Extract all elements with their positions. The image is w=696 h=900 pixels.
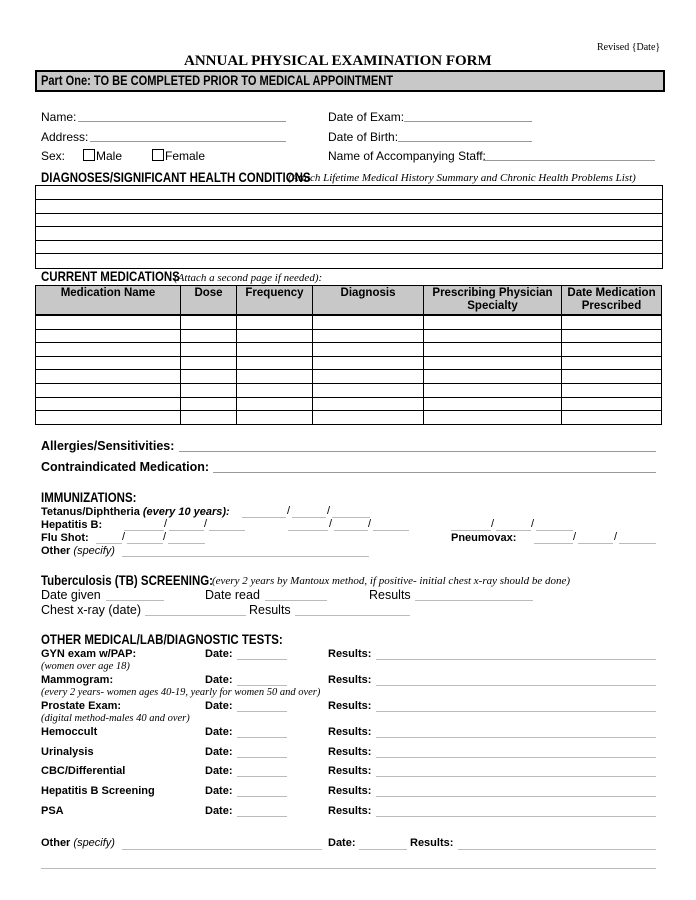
hepb-dose3-year[interactable] (536, 530, 573, 531)
table-row (36, 329, 662, 343)
immunizations-heading: IMMUNIZATIONS: (41, 489, 137, 505)
flu-shot-label: Flu Shot: (41, 532, 89, 544)
test-note: (women over age 18) (41, 661, 130, 672)
diagnoses-line (36, 199, 662, 200)
accompanying-staff-field[interactable] (483, 160, 655, 161)
table-cell[interactable] (181, 329, 237, 343)
test-results-field[interactable] (376, 757, 656, 758)
table-cell[interactable] (313, 383, 424, 397)
table-cell[interactable] (424, 383, 562, 397)
slash: / (368, 518, 372, 530)
test-name: Prostate Exam: (41, 700, 122, 712)
table-cell[interactable] (36, 383, 181, 397)
table-cell[interactable] (237, 343, 313, 357)
test-note: (every 2 years- women ages 40-19, yearly for women 50 and over) (41, 687, 321, 698)
contraindicated-label: Contraindicated Medication: (41, 460, 210, 474)
male-option[interactable] (83, 149, 122, 163)
slash: / (327, 505, 331, 517)
date-of-birth-field[interactable] (398, 141, 532, 142)
test-other-date-label: Date: (328, 837, 356, 849)
table-cell[interactable] (313, 370, 424, 384)
form-title: ANNUAL PHYSICAL EXAMINATION FORM (184, 53, 492, 69)
tb-results-field[interactable] (415, 600, 533, 601)
table-cell[interactable] (313, 397, 424, 411)
male-label: Male (96, 149, 123, 163)
table-row (36, 370, 662, 384)
column-header: Dose (181, 286, 237, 316)
date-given-field[interactable] (106, 600, 164, 601)
table-cell[interactable] (36, 411, 181, 425)
table-cell[interactable] (181, 370, 237, 384)
part-one-banner (35, 70, 665, 92)
diagnoses-note: (Attach Lifetime Medical History Summary and Chronic Health Problems List) (288, 172, 636, 184)
table-cell[interactable] (562, 315, 662, 329)
chest-xray-field[interactable] (145, 615, 246, 616)
slash: / (287, 505, 291, 517)
table-cell[interactable] (36, 397, 181, 411)
hepb-dose2-day[interactable] (334, 530, 368, 531)
hepb-dose3-month[interactable] (451, 530, 491, 531)
table-cell[interactable] (424, 356, 562, 370)
date-read-field[interactable] (265, 600, 327, 601)
table-cell[interactable] (424, 315, 562, 329)
test-name: GYN exam w/PAP: (41, 648, 137, 660)
table-cell[interactable] (562, 383, 662, 397)
table-cell[interactable] (36, 315, 181, 329)
table-cell[interactable] (181, 343, 237, 357)
table-row (36, 315, 662, 329)
name-label: Name: (41, 110, 77, 124)
tb-results-label: Results (369, 588, 411, 602)
test-results-label: Results: (328, 746, 372, 758)
immunization-other-label (41, 545, 115, 557)
table-cell[interactable] (313, 411, 424, 425)
tb-heading: Tuberculosis (TB) SCREENING: (41, 572, 214, 588)
table-row (36, 383, 662, 397)
date-read-label: Date read (205, 588, 260, 602)
table-cell[interactable] (36, 356, 181, 370)
diagnoses-line (36, 253, 662, 254)
table-cell[interactable] (181, 411, 237, 425)
column-header: Diagnosis (313, 286, 424, 316)
chest-xray-label: Chest x-ray (date) (41, 603, 142, 617)
tetanus-date-day[interactable] (292, 517, 326, 518)
test-date-field[interactable] (237, 711, 287, 712)
test-date-label: Date: (205, 805, 233, 817)
table-cell[interactable] (237, 397, 313, 411)
hepb-dose1-year[interactable] (209, 530, 245, 531)
test-results-label: Results: (328, 648, 372, 660)
diagnoses-line (36, 226, 662, 227)
table-cell[interactable] (313, 356, 424, 370)
test-results-field[interactable] (376, 659, 656, 660)
table-cell[interactable] (424, 397, 562, 411)
other-word: Other (41, 837, 71, 849)
tests-heading: OTHER MEDICAL/LAB/DIAGNOSTIC TESTS: (41, 631, 283, 647)
hepatitis-b-label: Hepatitis B: (41, 519, 103, 531)
hepb-dose2-month[interactable] (288, 530, 328, 531)
part-one-label: Part One: TO BE COMPLETED PRIOR TO MEDICAL APPOINTMENT (41, 73, 394, 88)
tetanus-note: (every 10 years): (142, 506, 230, 518)
table-cell[interactable] (237, 329, 313, 343)
test-name: CBC/Differential (41, 765, 126, 777)
test-date-field[interactable] (237, 757, 287, 758)
column-header: Frequency (237, 286, 313, 316)
test-date-field[interactable] (237, 685, 287, 686)
table-cell[interactable] (237, 411, 313, 425)
test-results-label: Results: (328, 805, 372, 817)
test-date-label: Date: (205, 700, 233, 712)
test-other-field[interactable] (122, 849, 322, 850)
table-cell[interactable] (36, 329, 181, 343)
table-cell[interactable] (313, 343, 424, 357)
test-results-label: Results: (328, 700, 372, 712)
table-cell[interactable] (181, 356, 237, 370)
column-header: Date Medication Prescribed (562, 286, 662, 316)
table-row (36, 356, 662, 370)
table-cell[interactable] (313, 315, 424, 329)
name-field[interactable] (78, 121, 286, 122)
tetanus-name: Tetanus/Diphtheria (41, 506, 140, 518)
test-results-label: Results: (328, 674, 372, 686)
table-cell[interactable] (562, 397, 662, 411)
table-row (36, 411, 662, 425)
slash: / (204, 518, 208, 530)
diagnoses-line (36, 213, 662, 214)
address-field[interactable] (90, 141, 286, 142)
test-date-field[interactable] (237, 816, 287, 817)
tetanus-label (41, 506, 230, 518)
medications-note: (Attach a second page if needed): (174, 272, 323, 284)
table-cell[interactable] (181, 383, 237, 397)
table-cell[interactable] (424, 411, 562, 425)
slash: / (122, 531, 126, 543)
slash: / (573, 531, 577, 543)
test-results-field[interactable] (376, 816, 656, 817)
test-results-label: Results: (328, 765, 372, 777)
diagnoses-box[interactable] (35, 185, 663, 269)
test-results-label: Results: (328, 785, 372, 797)
pneumovax-day[interactable] (578, 543, 613, 544)
other-note: (specify) (73, 545, 115, 557)
tetanus-date-month[interactable] (242, 517, 286, 518)
table-cell[interactable] (237, 383, 313, 397)
table-cell[interactable] (237, 315, 313, 329)
pneumovax-month[interactable] (534, 543, 573, 544)
test-date-label: Date: (205, 674, 233, 686)
date-given-label: Date given (41, 588, 101, 602)
hepb-dose2-year[interactable] (373, 530, 409, 531)
test-other-extra-line[interactable] (41, 868, 656, 869)
revised-note: Revised {Date} (597, 42, 661, 53)
table-cell[interactable] (562, 370, 662, 384)
medications-table (35, 285, 662, 425)
diagnoses-line (36, 240, 662, 241)
slash: / (491, 518, 495, 530)
test-name: PSA (41, 805, 64, 817)
test-other-date-field[interactable] (359, 849, 407, 850)
pneumovax-year[interactable] (619, 543, 656, 544)
slash: / (163, 531, 167, 543)
flu-month[interactable] (96, 543, 122, 544)
flu-day[interactable] (127, 543, 163, 544)
test-name: Mammogram: (41, 674, 114, 686)
tetanus-date-year[interactable] (332, 517, 370, 518)
test-results-label: Results: (328, 726, 372, 738)
address-label: Address: (41, 130, 89, 144)
slash: / (164, 518, 168, 530)
hepb-dose1-month[interactable] (124, 530, 164, 531)
sex-label: Sex: (41, 149, 66, 163)
other-note: (specify) (73, 837, 115, 849)
date-of-birth-label: Date of Birth: (328, 130, 399, 144)
date-of-exam-field[interactable] (404, 121, 532, 122)
test-results-field[interactable] (376, 776, 656, 777)
flu-year[interactable] (168, 543, 205, 544)
chest-xray-results-field[interactable] (295, 615, 410, 616)
medications-heading: CURRENT MEDICATIONS (41, 268, 180, 284)
table-cell[interactable] (424, 370, 562, 384)
table-cell[interactable] (424, 329, 562, 343)
contraindicated-field[interactable] (213, 472, 656, 473)
allergies-label: Allergies/Sensitivities: (41, 439, 175, 453)
slash: / (329, 518, 333, 530)
slash: / (531, 518, 535, 530)
test-other-results-field[interactable] (458, 849, 656, 850)
test-date-label: Date: (205, 765, 233, 777)
table-cell[interactable] (181, 315, 237, 329)
test-date-label: Date: (205, 746, 233, 758)
allergies-field[interactable] (179, 451, 656, 452)
pneumovax-label: Pneumovax: (451, 532, 517, 544)
female-checkbox[interactable] (152, 149, 164, 161)
female-label: Female (165, 149, 206, 163)
column-header: Medication Name (36, 286, 181, 316)
test-date-field[interactable] (237, 796, 287, 797)
table-cell[interactable] (313, 329, 424, 343)
hepb-dose3-day[interactable] (496, 530, 531, 531)
table-cell[interactable] (181, 397, 237, 411)
table-row (36, 343, 662, 357)
test-note: (digital method-males 40 and over) (41, 713, 190, 724)
table-cell[interactable] (562, 356, 662, 370)
diagnoses-heading: DIAGNOSES/SIGNIFICANT HEALTH CONDITIONS (41, 169, 311, 185)
other-word: Other (41, 545, 71, 557)
table-cell[interactable] (562, 329, 662, 343)
table-row (36, 397, 662, 411)
hepb-dose1-day[interactable] (169, 530, 204, 531)
test-results-field[interactable] (376, 737, 656, 738)
column-header: Prescribing Physician Specialty (424, 286, 562, 316)
table-cell[interactable] (562, 411, 662, 425)
test-date-label: Date: (205, 726, 233, 738)
female-option[interactable] (152, 149, 205, 163)
test-date-label: Date: (205, 648, 233, 660)
test-other-label (41, 837, 115, 849)
table-cell[interactable] (237, 356, 313, 370)
test-name: Hepatitis B Screening (41, 785, 155, 797)
table-cell[interactable] (562, 343, 662, 357)
chest-xray-results-label: Results (249, 603, 291, 617)
test-results-field[interactable] (376, 796, 656, 797)
table-cell[interactable] (36, 370, 181, 384)
test-date-field[interactable] (237, 776, 287, 777)
table-cell[interactable] (424, 343, 562, 357)
test-other-results-label: Results: (410, 837, 454, 849)
test-date-field[interactable] (237, 737, 287, 738)
table-cell[interactable] (36, 343, 181, 357)
accompanying-staff-label: Name of Accompanying Staff: (328, 149, 486, 163)
table-cell[interactable] (237, 370, 313, 384)
test-name: Urinalysis (41, 746, 94, 758)
slash: / (614, 531, 618, 543)
tb-note: (every 2 years by Mantoux method, if positive- initial chest x-ray should be done) (212, 575, 571, 587)
date-of-exam-label: Date of Exam: (328, 110, 405, 124)
male-checkbox[interactable] (83, 149, 95, 161)
test-date-label: Date: (205, 785, 233, 797)
test-results-field[interactable] (376, 711, 656, 712)
test-results-field[interactable] (376, 685, 656, 686)
immunization-other-field[interactable] (122, 556, 369, 557)
test-name: Hemoccult (41, 726, 98, 738)
test-date-field[interactable] (237, 659, 287, 660)
